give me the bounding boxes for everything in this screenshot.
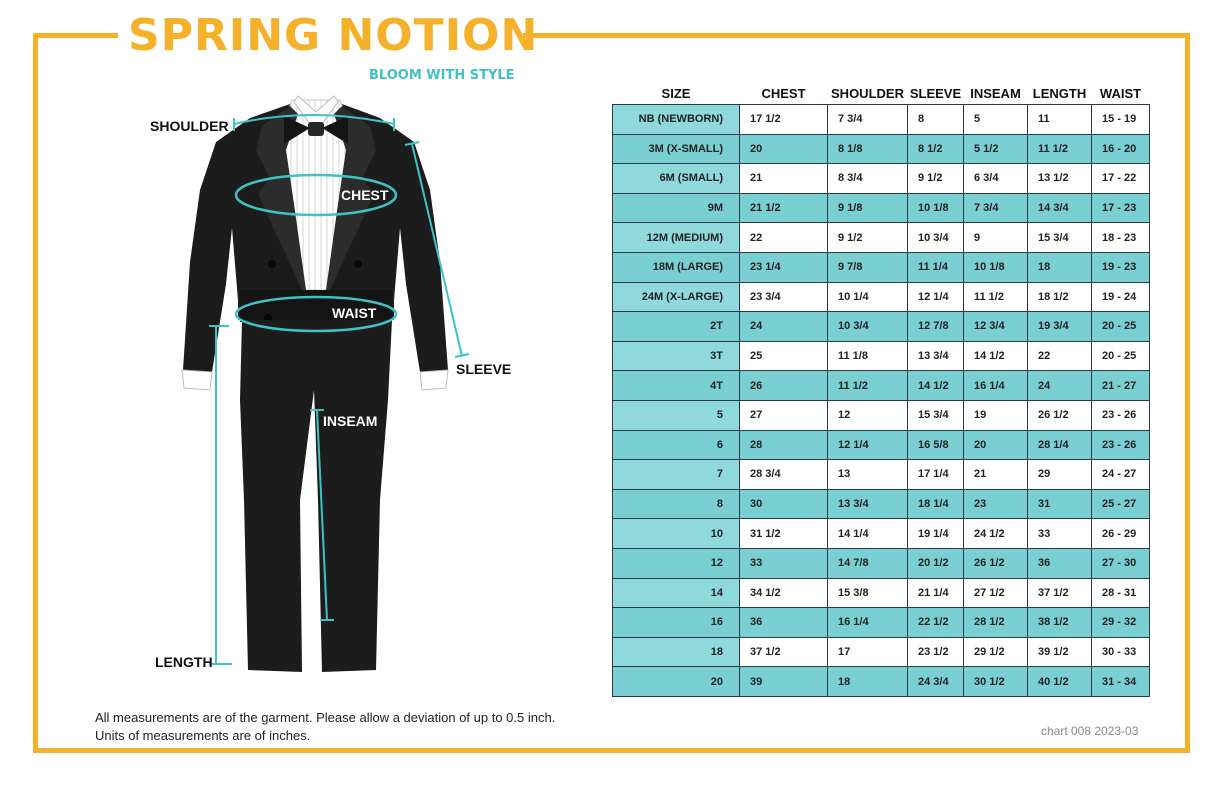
measurement-cell: 10 1/4 [828, 282, 908, 312]
note-line: Units of measurements are of inches. [95, 728, 311, 743]
measurement-cell: 15 3/8 [828, 578, 908, 608]
measurement-cell: 13 1/2 [1028, 164, 1092, 194]
measurement-cell: 16 1/4 [828, 608, 908, 638]
measurement-cell: 9 1/8 [828, 193, 908, 223]
column-header: INSEAM [970, 86, 1021, 101]
measurement-cell: 11 1/2 [1028, 134, 1092, 164]
measurement-cell: 19 [964, 400, 1028, 430]
measurement-cell: 14 1/2 [908, 371, 964, 401]
measurement-cell: 13 3/4 [908, 341, 964, 371]
inseam-label: INSEAM [323, 413, 378, 429]
chest-label: CHEST [341, 187, 389, 203]
measurement-cell: 14 1/2 [964, 341, 1028, 371]
measurement-cell: 24 [1028, 371, 1092, 401]
measurement-cell: 12 1/4 [828, 430, 908, 460]
measurement-cell: 24 3/4 [908, 667, 964, 697]
column-header: LENGTH [1032, 86, 1087, 101]
measurement-cell: 15 3/4 [1028, 223, 1092, 253]
table-row [613, 252, 1150, 282]
measurement-cell: 38 1/2 [1028, 608, 1092, 638]
size-cell: NB (NEWBORN) [613, 105, 740, 135]
table-row [613, 312, 1150, 342]
size-cell: 16 [613, 608, 740, 638]
size-cell: 3M (X-SMALL) [613, 134, 740, 164]
size-cell: 10 [613, 519, 740, 549]
size-cell: 12M (MEDIUM) [613, 223, 740, 253]
measurement-cell: 20 1/2 [908, 548, 964, 578]
measurement-cell: 31 [1028, 489, 1092, 519]
shirt-cuff-left [182, 370, 212, 390]
table-row [613, 667, 1150, 697]
measurement-cell: 19 3/4 [1028, 312, 1092, 342]
measurement-cell: 29 - 32 [1092, 608, 1150, 638]
measurement-cell: 21 - 27 [1092, 371, 1150, 401]
measurement-cell: 17 1/4 [908, 460, 964, 490]
measurement-cell: 13 [828, 460, 908, 490]
measurement-cell: 26 1/2 [1028, 400, 1092, 430]
size-cell: 7 [613, 460, 740, 490]
table-row [613, 164, 1150, 194]
measurement-cell: 19 - 24 [1092, 282, 1150, 312]
measurement-cell: 15 3/4 [908, 400, 964, 430]
measurement-cell: 27 [740, 400, 828, 430]
table-row [613, 400, 1150, 430]
measurement-cell: 16 5/8 [908, 430, 964, 460]
size-cell: 4T [613, 371, 740, 401]
table-row [613, 637, 1150, 667]
tuxedo-diagram [140, 92, 520, 692]
measurement-cell: 40 1/2 [1028, 667, 1092, 697]
measurement-cell: 10 3/4 [908, 223, 964, 253]
measurement-cell: 27 1/2 [964, 578, 1028, 608]
table-row [613, 105, 1150, 135]
measurement-cell: 23 [964, 489, 1028, 519]
size-cell: 2T [613, 312, 740, 342]
measurement-note [95, 709, 555, 745]
measurement-cell: 17 - 23 [1092, 193, 1150, 223]
size-rows [613, 105, 1150, 697]
measurement-cell: 23 - 26 [1092, 400, 1150, 430]
size-cell: 6M (SMALL) [613, 164, 740, 194]
measurement-cell: 23 3/4 [740, 282, 828, 312]
measurement-cell: 37 1/2 [1028, 578, 1092, 608]
measurement-cell: 39 [740, 667, 828, 697]
length-label: LENGTH [155, 654, 213, 670]
measurement-cell: 26 [740, 371, 828, 401]
measurement-cell: 5 1/2 [964, 134, 1028, 164]
size-cell: 20 [613, 667, 740, 697]
measurement-cell: 21 [964, 460, 1028, 490]
measurement-cell: 36 [1028, 548, 1092, 578]
measurement-cell: 5 [964, 105, 1028, 135]
size-cell: 9M [613, 193, 740, 223]
measurement-cell: 18 1/2 [1028, 282, 1092, 312]
size-cell: 14 [613, 578, 740, 608]
measurement-cell: 22 1/2 [908, 608, 964, 638]
measurement-cell: 28 - 31 [1092, 578, 1150, 608]
size-cell: 5 [613, 400, 740, 430]
measurement-cell: 26 1/2 [964, 548, 1028, 578]
measurement-cell: 14 7/8 [828, 548, 908, 578]
waist-label: WAIST [332, 305, 377, 321]
measurement-cell: 28 3/4 [740, 460, 828, 490]
measurement-cell: 28 1/2 [964, 608, 1028, 638]
measurement-cell: 30 1/2 [964, 667, 1028, 697]
measurement-cell: 11 1/8 [828, 341, 908, 371]
brand-tagline: BLOOM WITH STYLE [369, 68, 515, 83]
measurement-cell: 21 [740, 164, 828, 194]
measurement-cell: 11 1/2 [964, 282, 1028, 312]
measurement-cell: 22 [1028, 341, 1092, 371]
table-row [613, 608, 1150, 638]
size-cell: 12 [613, 548, 740, 578]
table-row [613, 371, 1150, 401]
measurement-cell: 10 1/8 [908, 193, 964, 223]
measurement-cell: 30 [740, 489, 828, 519]
measurement-cell: 37 1/2 [740, 637, 828, 667]
bow-tie-knot [308, 122, 324, 136]
table-row [613, 460, 1150, 490]
column-header: SLEEVE [909, 86, 962, 101]
measurement-cell: 12 1/4 [908, 282, 964, 312]
measurement-cell: 18 [828, 667, 908, 697]
length-guide [209, 326, 232, 664]
measurement-cell: 19 - 23 [1092, 252, 1150, 282]
table-row [613, 282, 1150, 312]
table-row [613, 341, 1150, 371]
measurement-cell: 16 1/4 [964, 371, 1028, 401]
size-cell: 18 [613, 637, 740, 667]
chart-code: chart 008 2023-03 [1041, 724, 1139, 738]
table-header-row [613, 85, 1150, 105]
measurement-cell: 22 [740, 223, 828, 253]
measurement-cell: 17 - 22 [1092, 164, 1150, 194]
measurement-cell: 34 1/2 [740, 578, 828, 608]
brand-logo: SPRING NOTION [128, 10, 539, 61]
note-line: All measurements are of the garment. Please allow a deviation of up to 0.5 inch. [95, 710, 556, 725]
measurement-cell: 33 [740, 548, 828, 578]
measurement-cell: 13 3/4 [828, 489, 908, 519]
measurement-cell: 28 [740, 430, 828, 460]
measurement-cell: 20 [964, 430, 1028, 460]
table-row [613, 134, 1150, 164]
size-chart-table [612, 85, 1150, 697]
measurement-cell: 12 [828, 400, 908, 430]
measurement-cell: 24 [740, 312, 828, 342]
measurement-cell: 14 3/4 [1028, 193, 1092, 223]
measurement-cell: 8 [908, 105, 964, 135]
measurement-cell: 36 [740, 608, 828, 638]
measurement-cell: 31 1/2 [740, 519, 828, 549]
measurement-cell: 25 [740, 341, 828, 371]
measurement-cell: 18 [1028, 252, 1092, 282]
table-row [613, 193, 1150, 223]
measurement-cell: 9 [964, 223, 1028, 253]
measurement-cell: 6 3/4 [964, 164, 1028, 194]
size-cell: 24M (X-LARGE) [613, 282, 740, 312]
column-header: WAIST [1099, 86, 1142, 101]
measurement-cell: 24 1/2 [964, 519, 1028, 549]
shoulder-label: SHOULDER [150, 118, 229, 134]
measurement-cell: 27 - 30 [1092, 548, 1150, 578]
measurement-cell: 26 - 29 [1092, 519, 1150, 549]
table-row [613, 548, 1150, 578]
measurement-cell: 8 3/4 [828, 164, 908, 194]
sleeve-label: SLEEVE [456, 361, 512, 377]
measurement-cell: 8 1/2 [908, 134, 964, 164]
measurement-cell: 20 [740, 134, 828, 164]
measurement-cell: 28 1/4 [1028, 430, 1092, 460]
size-cell: 8 [613, 489, 740, 519]
column-header: SIZE [661, 86, 691, 101]
table-row [613, 223, 1150, 253]
measurement-cell: 33 [1028, 519, 1092, 549]
measurement-cell: 29 1/2 [964, 637, 1028, 667]
size-cell: 18M (LARGE) [613, 252, 740, 282]
measurement-cell: 14 1/4 [828, 519, 908, 549]
measurement-cell: 8 1/8 [828, 134, 908, 164]
jacket-button [354, 260, 362, 268]
column-header: SHOULDER [831, 86, 904, 101]
measurement-cell: 17 [828, 637, 908, 667]
measurement-cell: 23 - 26 [1092, 430, 1150, 460]
measurement-cell: 31 - 34 [1092, 667, 1150, 697]
table-row [613, 519, 1150, 549]
measurement-cell: 17 1/2 [740, 105, 828, 135]
measurement-cell: 21 1/2 [740, 193, 828, 223]
measurement-cell: 16 - 20 [1092, 134, 1150, 164]
jacket-button [268, 260, 276, 268]
shirt-cuff-right [420, 370, 448, 390]
measurement-cell: 20 - 25 [1092, 312, 1150, 342]
measurement-cell: 11 1/4 [908, 252, 964, 282]
measurement-cell: 24 - 27 [1092, 460, 1150, 490]
measurement-cell: 9 1/2 [828, 223, 908, 253]
measurement-cell: 11 [1028, 105, 1092, 135]
measurement-cell: 18 - 23 [1092, 223, 1150, 253]
measurement-cell: 7 3/4 [828, 105, 908, 135]
measurement-cell: 30 - 33 [1092, 637, 1150, 667]
measurement-cell: 23 1/2 [908, 637, 964, 667]
measurement-cell: 7 3/4 [964, 193, 1028, 223]
measurement-cell: 19 1/4 [908, 519, 964, 549]
measurement-cell: 12 7/8 [908, 312, 964, 342]
table-row [613, 430, 1150, 460]
measurement-cell: 10 1/8 [964, 252, 1028, 282]
trousers [240, 320, 392, 672]
measurement-cell: 23 1/4 [740, 252, 828, 282]
measurement-cell: 39 1/2 [1028, 637, 1092, 667]
measurement-cell: 10 3/4 [828, 312, 908, 342]
measurement-cell: 29 [1028, 460, 1092, 490]
measurement-cell: 9 7/8 [828, 252, 908, 282]
column-header: CHEST [761, 86, 806, 101]
measurement-cell: 25 - 27 [1092, 489, 1150, 519]
measurement-cell: 15 - 19 [1092, 105, 1150, 135]
table-row [613, 489, 1150, 519]
measurement-cell: 9 1/2 [908, 164, 964, 194]
measurement-cell: 18 1/4 [908, 489, 964, 519]
measurement-cell: 20 - 25 [1092, 341, 1150, 371]
size-cell: 6 [613, 430, 740, 460]
size-cell: 3T [613, 341, 740, 371]
measurement-cell: 12 3/4 [964, 312, 1028, 342]
measurement-cell: 11 1/2 [828, 371, 908, 401]
measurement-cell: 21 1/4 [908, 578, 964, 608]
table-row [613, 578, 1150, 608]
